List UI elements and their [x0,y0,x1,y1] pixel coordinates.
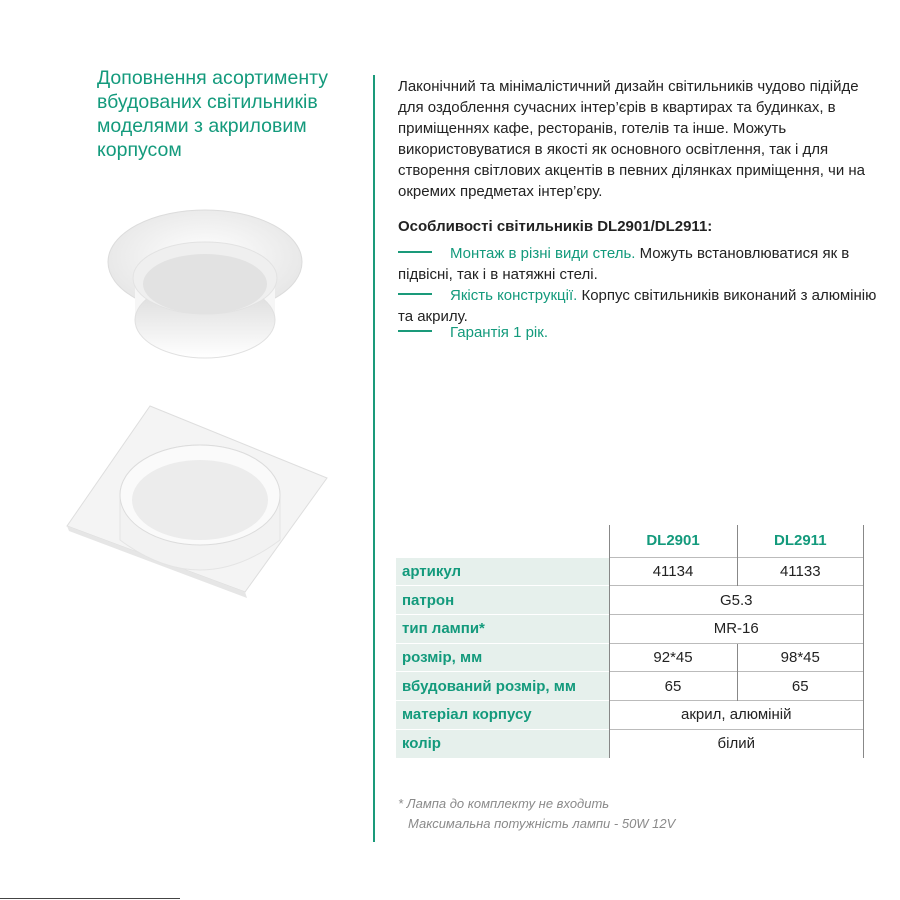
row-label: вбудований розмір, мм [396,672,609,701]
specs-table [396,525,864,758]
table-row [396,614,864,643]
round-downlight-image [105,200,305,365]
row-value: MR-16 [609,614,864,643]
dash-icon [398,251,432,253]
table-row [396,729,864,758]
divider-line [373,75,375,842]
bottom-rule [0,898,180,899]
footnote [398,794,675,834]
row-label: артикул [396,557,609,586]
dash-icon [398,330,432,332]
footnote-line: Максимальна потужність лампи - 50W 12V [408,816,676,831]
table-row [396,557,864,586]
features-title: Особливості світильників DL2901/DL2911: [398,218,713,235]
table-row [396,643,864,672]
square-downlight-image [65,400,330,600]
feature-lead: Монтаж в різні види стель. [450,245,636,262]
feature-text: Корпус світильників виконаний з алюмінію та акрилу. [398,287,877,325]
row-label: колір [396,729,609,758]
table-row [396,672,864,701]
row-label: матеріал корпусу [396,700,609,729]
row-value: акрил, алюміній [609,700,864,729]
row-value: 65 [609,672,737,701]
row-value: 92*45 [609,643,737,672]
feature-item [398,285,878,327]
dash-icon [398,293,432,295]
model-header: DL2901 [609,525,737,557]
row-label: розмір, мм [396,643,609,672]
section-heading: Доповнення асортименту вбудованих світильників моделями з акриловим корпусом [97,67,328,161]
row-value: 65 [737,672,863,701]
table-header-row [396,525,864,557]
intro-text: Лаконічний та мінімалістичний дизайн світильників чудово підійде для оздоблення сучасних інтер’єрів в квартирах та будинках, в приміщеннях кафе, ресторанів, готелів та інше. Можуть використовуватися в якості як основного освітлення, так і для створення світлових акцентів в певних ділянках приміщення, чи на окремих предметах інтер’єру. [398,78,866,200]
model-header: DL2911 [737,525,863,557]
feature-lead: Гарантія 1 рік. [450,324,548,341]
row-label: тип лампи* [396,614,609,643]
feature-item [398,322,878,343]
row-value: 41134 [609,557,737,586]
table-row [396,586,864,615]
feature-lead: Якість конструкції. [450,287,578,304]
row-value: 41133 [737,557,863,586]
row-label: патрон [396,586,609,615]
row-value: білий [609,729,864,758]
table-row [396,700,864,729]
feature-text: Можуть встановлюватися як в підвісні, так і в натяжні стелі. [398,245,850,283]
table-corner [396,525,609,557]
footnote-line: * Лампа до комплекту не входить [398,796,610,811]
row-value: 98*45 [737,643,863,672]
row-value: G5.3 [609,586,864,615]
feature-item [398,243,878,285]
